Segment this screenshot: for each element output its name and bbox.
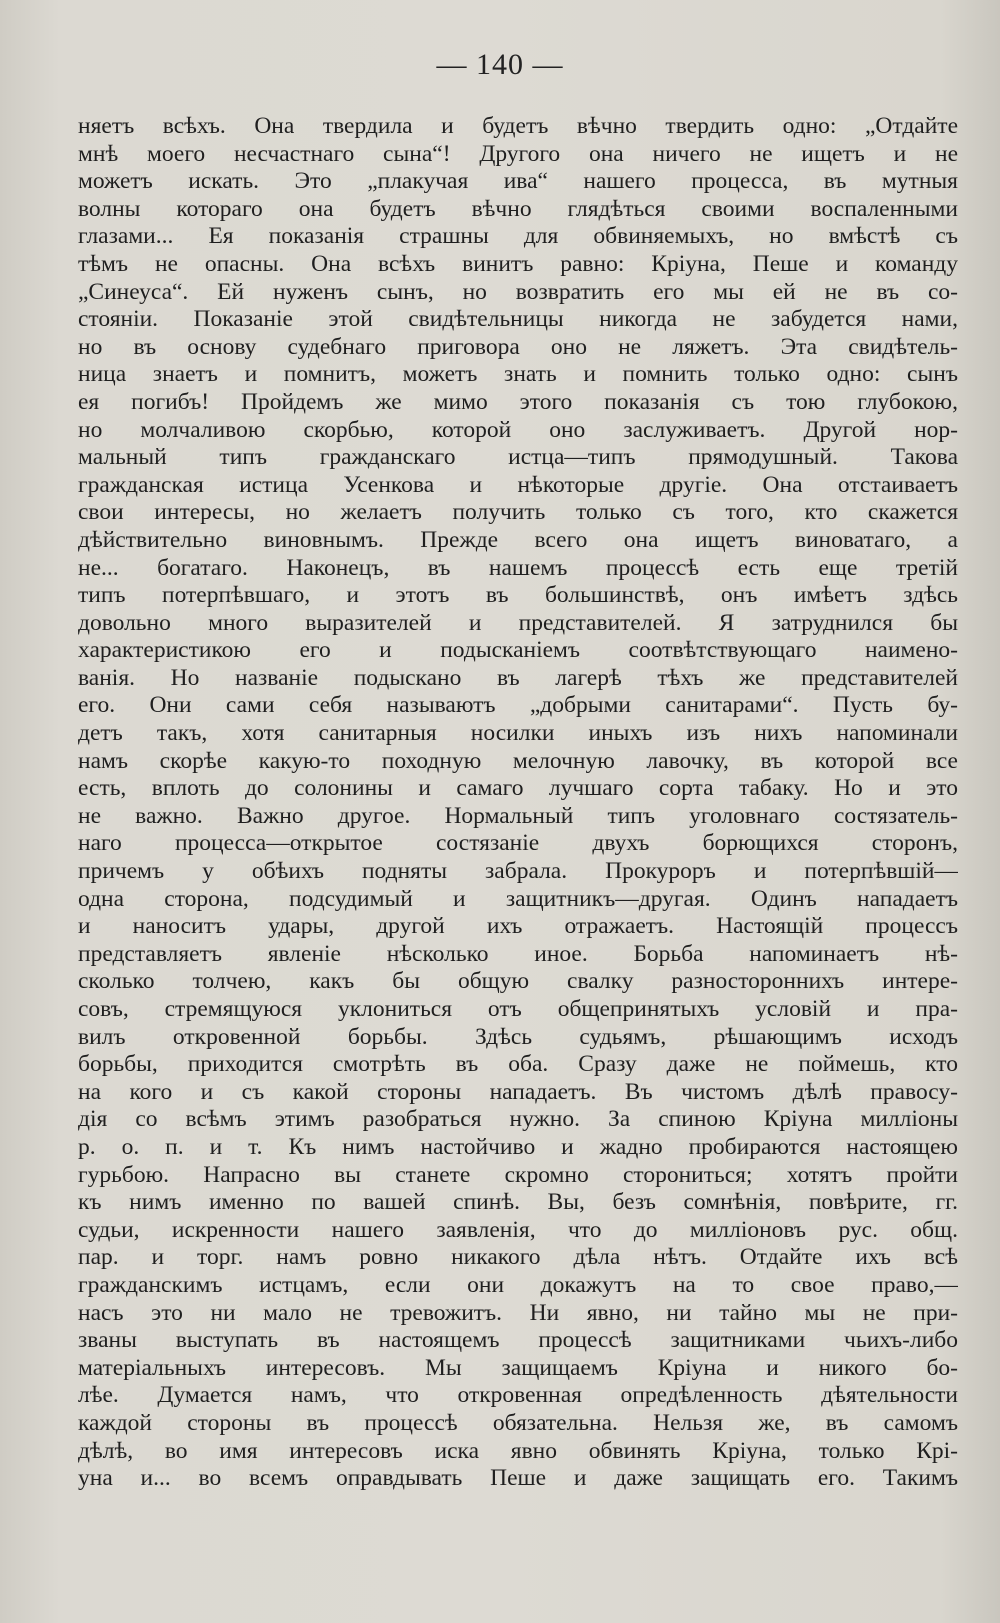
text-line: званы выступать въ настоящемъ процессѣ защитниками чьихъ-либо [78,1327,958,1354]
text-line: его. Они сами себя называютъ „добрыми санитарами“. Пусть бу- [78,692,958,719]
text-line: есть, вплоть до солонины и самаго лучшаго сорта табаку. Но и это [78,775,958,802]
text-line: ница знаетъ и помнитъ, можетъ знать и помнить только одно: сынъ [78,361,958,388]
text-line: гурьбою. Напрасно вы станете скромно сторониться; хотятъ пройти [78,1161,958,1188]
text-line: матеріальныхъ интересовъ. Мы защищаемъ Кріуна и никого бо- [78,1354,958,1381]
text-line: борьбы, приходится смотрѣть въ оба. Сразу даже не поймешь, кто [78,1051,958,1078]
text-line: детъ такъ, хотя санитарныя носилки иныхъ изъ нихъ напоминали [78,720,958,747]
text-line: представляетъ явленіе нѣсколько иное. Борьба напоминаетъ нѣ- [78,940,958,967]
page-number: — 140 — [436,48,564,81]
text-line: наго процесса—открытое состязаніе двухъ борющихся сторонъ, [78,830,958,857]
text-line: уна и... во всемъ оправдывать Пеше и даже защищать его. Такимъ [78,1465,958,1492]
text-line: но молчаливою скорбью, которой оно заслуживаетъ. Другой нор- [78,416,958,443]
text-line: и наноситъ удары, другой ихъ отражаетъ. Настоящій процессъ [78,913,958,940]
text-line: сколько толчею, какъ бы общую свалку разностороннихъ интере- [78,968,958,995]
text-line: не... богатаго. Наконецъ, въ нашемъ процессѣ есть еще третій [78,554,958,581]
text-line: къ нимъ именно по вашей спинѣ. Вы, безъ сомнѣнія, повѣрите, гг. [78,1189,958,1216]
text-line: причемъ у обѣихъ подняты забрала. Прокуроръ и потерпѣвшій— [78,858,958,885]
text-line: намъ скорѣе какую-то походную мелочную лавочку, въ которой все [78,747,958,774]
text-line: совъ, стремящуюся уклониться отъ общепринятыхъ условій и пра- [78,996,958,1022]
text-line: волны котораго она будетъ вѣчно глядѣться своими воспаленными [78,195,958,222]
text-line: лѣе. Думается намъ, что откровенная опредѣленность дѣятельности [78,1382,958,1409]
text-line: на кого и съ какой стороны нападаетъ. Въ чистомъ дѣлѣ правосу- [78,1078,958,1105]
text-line: дія со всѣмъ этимъ разобраться нужно. За спиною Кріуна милліоны [78,1106,958,1133]
text-line: типъ потерпѣвшаго, и этотъ въ большинствѣ, онъ имѣетъ здѣсь [78,582,958,609]
text-line: судьи, искренности нашего заявленія, что до милліоновъ рус. общ. [78,1216,958,1243]
text-line: каждой стороны въ процессѣ обязательна. Нельзя же, въ самомъ [78,1409,958,1436]
text-line: пар. и торг. намъ ровно никакого дѣла нѣтъ. Отдайте ихъ всѣ [78,1244,958,1271]
text-line: ванія. Но названіе подыскано въ лагерѣ тѣхъ же представителей [78,664,958,691]
text-line: можетъ искать. Это „плакучая ива“ нашего процесса, въ мутныя [78,168,958,195]
text-line: насъ это ни мало не тревожитъ. Ни явно, ни тайно мы не при- [78,1299,958,1326]
text-line: дѣйствительно виновнымъ. Прежде всего она ищетъ виноватаго, а [78,526,958,553]
text-line: не важно. Важно другое. Нормальный типъ уголовнаго состязатель- [78,802,958,829]
text-line: ея погибъ! Пройдемъ же мимо этого показанія съ тою глубокою, [78,388,958,415]
text-line: довольно много выразителей и представителей. Я затруднился бы [78,609,958,636]
text-line: гражданскимъ истцамъ, если они докажутъ на то свое право,— [78,1271,958,1298]
text-line: характеристикою его и подысканіемъ соотвѣтствующаго наимено- [78,637,958,664]
text-line: тѣмъ не опасны. Она всѣхъ винитъ равно: Кріуна, Пеше и команду [78,250,958,277]
text-line: вилъ откровенной борьбы. Здѣсь судьямъ, рѣшающимъ исходъ [78,1023,958,1050]
text-line: глазами... Ея показанія страшны для обвиняемыхъ, но вмѣстѣ съ [78,223,958,250]
text-line: р. о. п. и т. Къ нимъ настойчиво и жадно пробираются настоящею [78,1133,958,1160]
text-line: гражданская истица Усенкова и нѣкоторые другіе. Она отстаиваетъ [78,471,958,498]
text-line: одна сторона, подсудимый и защитникъ—другая. Одинъ нападаетъ [78,885,958,912]
text-line: дѣлѣ, во имя интересовъ иска явно обвинять Кріуна, только Крі- [78,1437,958,1464]
text-line: няетъ всѣхъ. Она твердила и будетъ вѣчно твердить одно: „Отдайте [78,113,958,139]
text-line: свои интересы, но желаетъ получить только съ того, кто скажется [78,499,958,526]
body-text [78,113,958,1493]
text-line: мальный типъ гражданскаго истца—типъ прямодушный. Такова [78,444,958,471]
text-line: „Синеуса“. Ей нуженъ сынъ, но возвратить его мы ей не въ со- [78,278,958,305]
text-line: но въ основу судебнаго приговора оно не ляжетъ. Эта свидѣтель- [78,333,958,360]
text-line: мнѣ моего несчастнаго сына“! Другого она ничего не ищетъ и не [78,140,958,167]
text-line: стояніи. Показаніе этой свидѣтельницы никогда не забудется нами, [78,306,958,333]
